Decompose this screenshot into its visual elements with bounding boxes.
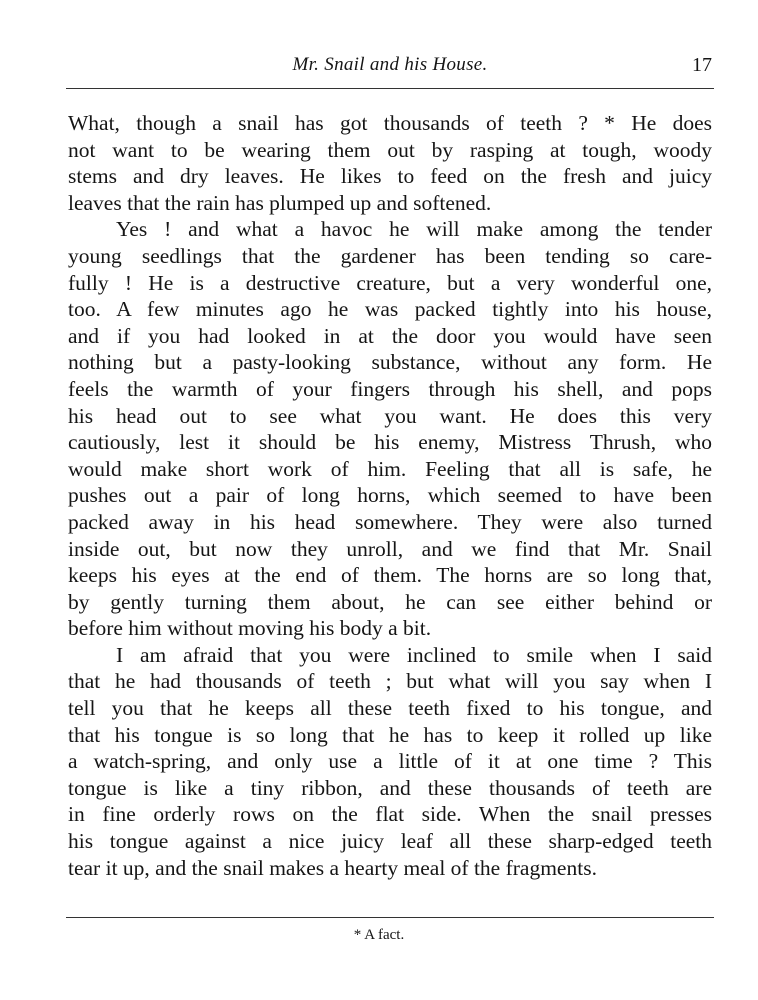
text-line: not want to be wearing them out by rasping at tough, woody xyxy=(68,137,712,162)
page-header xyxy=(68,54,712,82)
footnote-rule xyxy=(66,917,714,918)
text-line: stems and dry leaves. He likes to feed on the fresh and juicy xyxy=(68,164,712,189)
text-line: that his tongue is so long that he has to keep it rolled up like xyxy=(68,722,712,747)
footnote: * A fact. xyxy=(353,927,405,943)
text-line: in fine orderly rows on the flat side. When the snail presses xyxy=(68,802,712,827)
text-line: cautiously, lest it should be his enemy, Mistress Thrush, who xyxy=(68,430,712,455)
text-line: tongue is like a tiny ribbon, and these thousands of teeth are xyxy=(68,775,712,800)
text-line: a watch-spring, and only use a little of it at one time ? This xyxy=(68,749,712,774)
text-line: tear it up, and the snail makes a hearty meal of the fragments. xyxy=(68,855,597,880)
text-line: tell you that he keeps all these teeth fixed to his tongue, and xyxy=(68,696,712,721)
text-line: feels the warmth of your fingers through his shell, and pops xyxy=(68,376,712,401)
text-line: young seedlings that the gardener has been tending so care- xyxy=(68,243,712,268)
text-line: pushes out a pair of long horns, which seemed to have been xyxy=(68,483,712,508)
body-text xyxy=(68,110,712,881)
text-line: that he had thousands of teeth ; but what will you say when I xyxy=(68,669,712,694)
paragraph xyxy=(68,110,712,216)
text-line: What, though a snail has got thousands of teeth ? * He does xyxy=(68,111,712,135)
text-line: I am afraid that you were inclined to smile when I said xyxy=(116,642,712,667)
page-number: 17 xyxy=(692,54,712,76)
text-line: his tongue against a nice juicy leaf all these sharp-edged teeth xyxy=(68,829,712,854)
text-line: before him without moving his body a bit. xyxy=(68,616,432,641)
text-line: Yes ! and what a havoc he will make among the tender xyxy=(116,217,712,242)
text-line: too. A few minutes ago he was packed tightly into his house, xyxy=(68,297,712,322)
paragraph xyxy=(68,216,712,642)
paragraph xyxy=(68,642,712,881)
text-line: inside out, but now they unroll, and we find that Mr. Snail xyxy=(68,536,712,561)
text-line: nothing but a pasty-looking substance, without any form. He xyxy=(68,350,712,375)
text-line: would make short work of him. Feeling that all is safe, he xyxy=(68,456,712,481)
header-rule xyxy=(66,88,714,89)
text-line: packed away in his head somewhere. They were also turned xyxy=(68,509,712,534)
text-line: keeps his eyes at the end of them. The horns are so long that, xyxy=(68,563,712,588)
text-line: his head out to see what you want. He does this very xyxy=(68,403,712,428)
text-line: fully ! He is a destructive creature, but a very wonderful one, xyxy=(68,270,712,295)
text-line: by gently turning them about, he can see either behind or xyxy=(68,589,712,614)
running-title: Mr. Snail and his House. xyxy=(292,54,488,75)
text-line: leaves that the rain has plumped up and softened. xyxy=(68,190,492,215)
text-line: and if you had looked in at the door you would have seen xyxy=(68,323,712,348)
